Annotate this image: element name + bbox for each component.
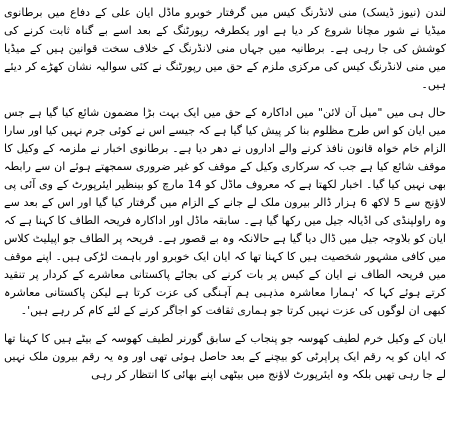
article-paragraph: لندن (نیوز ڈیسک) منی لانڈرنگ کیس میں گرفتار خوبرو ماڈل ایان علی کے دفاع میں برطانوی میڈیا نے شور مچانا شروع کر دیا ہے اور یکطرفہ رپورٹنگ کے بعد اسے بے گناہ ثابت کرنے کی کوشش کی جا رہی ہے۔ برطانیہ میں جہاں منی لانڈرنگ کے خلاف سخت قوانین ہیں کے میڈیا میں منی لانڈرنگ کیس کی مرکزی ملزم کے حق میں رپورٹنگ نے کئی سوالیہ نشان کھڑے کر دیئے ہیں۔ — [4, 6, 446, 91]
article-paragraph: حال ہی میں "میل آن لائن" میں اداکارہ کے حق میں ایک بہت بڑا مضمون شائع کیا گیا ہے جس میں ایان کو اس طرح مظلوم بنا کر پیش کیا گیا ہے کہ جیسے اس نے کوئی جرم نہیں کیا اور سارا الزام خام خواہ قانون نافذ کرنے والے اداروں نے دھر دیا ہے۔ برطانوی اخبار نے ملزمہ کے وکیل کا موقف شائع کیا ہے جب کہ سرکاری وکیل کے موقف کو غیر ضروری سمجھتے ہوئے ان سے رابطہ بھی نہیں کیا گیا۔ اخبار لکھتا ہے کہ معروف ماڈل کو 14 مارچ کو بینظیر ایئرپورٹ کے وی آئی پی لاؤنج سے 5 لاکھ 6 ہزار ڈالر بیرون ملک لے جانے کے الزام میں گرفتار کیا گیا اور اس کے بعد سے وہ راولپنڈی کی اڈیالہ جیل میں رکھا گیا ہے۔ سابقہ ماڈل اور اداکارہ فریحہ الطاف کا کہنا ہے کہ ایان کو بلاوجہ جیل میں ڈال دیا گیا ہے حالانکہ وہ بے قصور ہے۔ فریحہ پر الطاف جو اپیلیٹ کلاس میں کافی مشہور شخصیت ہیں کا کہنا تھا کہ ایان ایک خوبرو اور باہمت لڑکی ہیں۔ اپنے موقف میں فریحہ الطاف نے ایان کے کیس پر بات کرنے کی بجائے پاکستانی معاشرے کے کردار پر تنقید کرتے ہوئے کہا کہ 'ہمارا معاشرہ مذہبی ہم آہنگی کی عزت کرتا ہے لیکن پاکستانی معاشرہ کبھی ان لوگوں کی عزت نہیں کرتا جو ہماری ثقافت کو اجاگر کرنے کے لئے کام کر رہے ہیں'۔ — [3, 106, 446, 317]
article-paragraph: ایان کے وکیل خرم لطیف کھوسہ جو پنجاب کے سابق گورنر لطیف کھوسہ کے بیٹے ہیں کا کہنا تھا کہ ایان کو یہ رقم ایک پراپرٹی کو بیچنے کے بعد حاصل ہوئی تھی اور وہ یہ رقم بیرون ملک نہیں لے جا رہی تھیں بلکہ وہ ایئرپورٹ لاؤنج میں بیٹھی اپنے بھائی کا انتظار کر رہی — [4, 332, 446, 381]
